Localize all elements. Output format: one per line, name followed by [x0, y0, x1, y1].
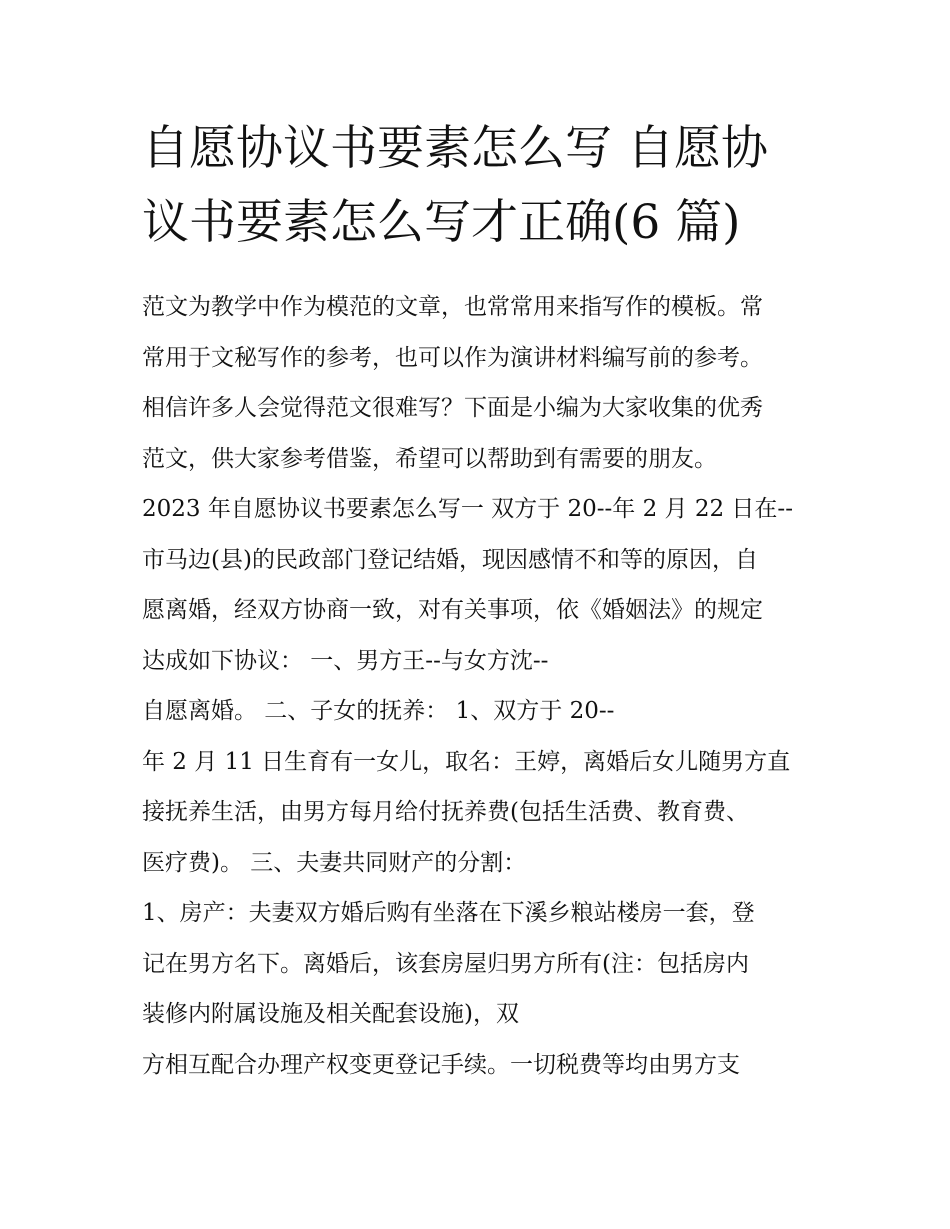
- body-line: 相信许多人会觉得范文很难写？下面是小编为大家收集的优秀: [142, 395, 763, 421]
- body-line: 年 2 月 11 日生育有一女儿，取名：王婷，离婚后女儿随男方直: [142, 748, 791, 775]
- body-line: 1、房产：夫妻双方婚后购有坐落在下溪乡粮站楼房一套，登: [142, 900, 755, 926]
- document-title: [142, 112, 822, 260]
- body-line: 范文为教学中作为模范的文章，也常常用来指写作的模板。常: [142, 294, 763, 320]
- body-line: 范文，供大家参考借鉴，希望可以帮助到有需要的朋友。: [142, 445, 717, 472]
- body-line: 装修内附属设施及相关配套设施)，双: [142, 1001, 519, 1027]
- body-line: 医疗费)。 三、夫妻共同财产的分割：: [142, 849, 527, 876]
- title-line-2: 议书要素怎么写才正确(6 篇): [142, 195, 741, 250]
- title-line-1: 自愿协议书要素怎么写 自愿协: [142, 121, 768, 176]
- body-line: 自愿离婚。 二、子女的抚养： 1、双方于 20--: [142, 698, 615, 724]
- body-line: 常用于文秘写作的参考，也可以作为演讲材料编写前的参考。: [142, 344, 763, 371]
- body-line: 2023 年自愿协议书要素怎么写一 双方于 20--年 2 月 22 日在--: [142, 496, 793, 522]
- body-line: 达成如下协议： 一、男方王--与女方沈--: [142, 647, 549, 674]
- body-line: 愿离婚，经双方协商一致，对有关事项，依《婚姻法》的规定: [142, 597, 763, 623]
- document-body: [142, 282, 832, 1090]
- body-line: 市马边(县)的民政部门登记结婚，现因感情不和等的原因，自: [142, 546, 758, 573]
- body-line: 记在男方名下。离婚后，该套房屋归男方所有(注：包括房内: [142, 950, 749, 977]
- body-line: 接抚养生活，由男方每月给付抚养费(包括生活费、教育费、: [142, 799, 749, 825]
- body-line: 方相互配合办理产权变更登记手续。一切税费等均由男方支: [142, 1051, 740, 1078]
